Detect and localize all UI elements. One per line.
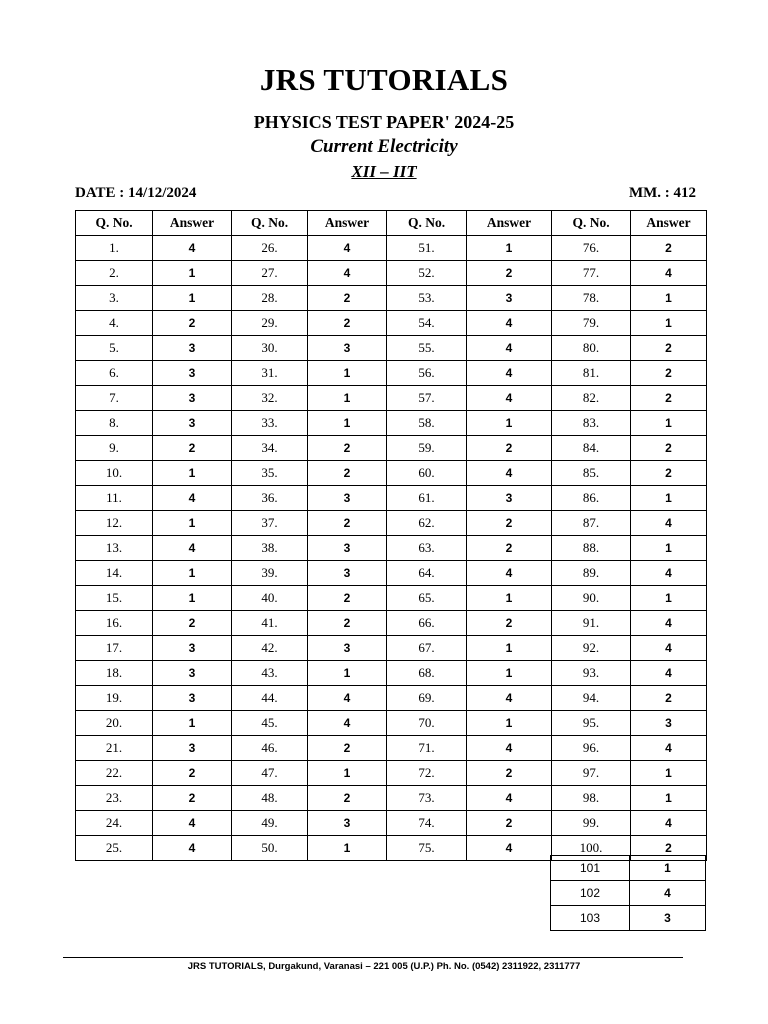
question-number-cell: 49. (232, 811, 308, 836)
question-number-cell: 20. (76, 711, 153, 736)
question-number-cell: 91. (552, 611, 631, 636)
question-number-cell: 19. (76, 686, 153, 711)
column-header: Q. No. (76, 211, 153, 236)
question-number-cell: 62. (387, 511, 467, 536)
column-header: Q. No. (387, 211, 467, 236)
answer-cell: 4 (467, 836, 552, 861)
answer-cell: 3 (153, 386, 232, 411)
question-number-cell: 47. (232, 761, 308, 786)
answer-cell: 4 (308, 686, 387, 711)
question-number-cell: 16. (76, 611, 153, 636)
question-number-cell: 70. (387, 711, 467, 736)
answer-cell: 2 (308, 611, 387, 636)
column-header: Q. No. (232, 211, 308, 236)
question-number-cell: 74. (387, 811, 467, 836)
question-number-cell: 103 (551, 906, 630, 931)
answer-cell: 1 (308, 411, 387, 436)
column-header: Answer (631, 211, 707, 236)
question-number-cell: 24. (76, 811, 153, 836)
question-number-cell: 65. (387, 586, 467, 611)
question-number-cell: 78. (552, 286, 631, 311)
column-header: Answer (153, 211, 232, 236)
question-number-cell: 7. (76, 386, 153, 411)
answer-cell: 4 (308, 261, 387, 286)
answer-cell: 1 (467, 661, 552, 686)
answer-cell: 2 (467, 761, 552, 786)
answer-cell: 3 (631, 711, 707, 736)
question-number-cell: 85. (552, 461, 631, 486)
table-row (551, 856, 706, 881)
table-row (76, 761, 707, 786)
answer-cell: 1 (153, 286, 232, 311)
table-row (76, 336, 707, 361)
question-number-cell: 32. (232, 386, 308, 411)
answer-cell: 2 (308, 511, 387, 536)
answer-cell: 2 (153, 311, 232, 336)
table-row (76, 286, 707, 311)
table-row (76, 586, 707, 611)
answer-cell: 4 (467, 461, 552, 486)
answer-cell: 4 (631, 561, 707, 586)
answer-cell: 1 (153, 511, 232, 536)
question-number-cell: 76. (552, 236, 631, 261)
answer-cell: 3 (308, 486, 387, 511)
answer-cell: 3 (153, 661, 232, 686)
table-row (76, 661, 707, 686)
answer-cell: 1 (308, 661, 387, 686)
answer-cell: 2 (467, 611, 552, 636)
question-number-cell: 38. (232, 536, 308, 561)
question-number-cell: 63. (387, 536, 467, 561)
max-marks: MM. : 412 (628, 185, 696, 201)
answer-cell: 3 (153, 361, 232, 386)
answer-cell: 4 (631, 611, 707, 636)
answer-cell: 4 (467, 686, 552, 711)
answer-cell: 1 (630, 856, 706, 881)
class-line (0, 162, 768, 182)
answer-cell: 3 (467, 486, 552, 511)
paper-subtitle: PHYSICS TEST PAPER' 2024-25 (253, 112, 515, 132)
question-number-cell: 48. (232, 786, 308, 811)
question-number-cell: 14. (76, 561, 153, 586)
question-number-cell: 99. (552, 811, 631, 836)
answer-cell: 4 (631, 511, 707, 536)
question-number-cell: 90. (552, 586, 631, 611)
answer-cell: 4 (630, 881, 706, 906)
table-row (76, 261, 707, 286)
answer-cell: 4 (631, 261, 707, 286)
answer-cell: 3 (467, 286, 552, 311)
question-number-cell: 44. (232, 686, 308, 711)
table-row (76, 461, 707, 486)
question-number-cell: 1. (76, 236, 153, 261)
question-number-cell: 73. (387, 786, 467, 811)
answer-cell: 4 (153, 536, 232, 561)
answer-cell: 2 (153, 436, 232, 461)
column-header: Q. No. (552, 211, 631, 236)
question-number-cell: 56. (387, 361, 467, 386)
question-number-cell: 33. (232, 411, 308, 436)
question-number-cell: 79. (552, 311, 631, 336)
table-row (76, 361, 707, 386)
answer-cell: 4 (631, 661, 707, 686)
answer-cell: 4 (153, 811, 232, 836)
answer-cell: 2 (308, 311, 387, 336)
answer-cell: 1 (631, 411, 707, 436)
answer-cell: 2 (631, 336, 707, 361)
question-number-cell: 66. (387, 611, 467, 636)
table-row (76, 436, 707, 461)
question-number-cell: 83. (552, 411, 631, 436)
footer-divider (63, 957, 683, 958)
answer-cell: 4 (308, 236, 387, 261)
question-number-cell: 89. (552, 561, 631, 586)
answer-cell: 4 (467, 786, 552, 811)
question-number-cell: 3. (76, 286, 153, 311)
answer-cell: 2 (308, 786, 387, 811)
table-row (76, 511, 707, 536)
question-number-cell: 50. (232, 836, 308, 861)
question-number-cell: 8. (76, 411, 153, 436)
question-number-cell: 52. (387, 261, 467, 286)
column-header: Answer (467, 211, 552, 236)
question-number-cell: 11. (76, 486, 153, 511)
question-number-cell: 88. (552, 536, 631, 561)
answer-cell: 1 (631, 486, 707, 511)
table-row (76, 386, 707, 411)
question-number-cell: 102 (551, 881, 630, 906)
question-number-cell: 57. (387, 386, 467, 411)
answer-cell: 4 (631, 636, 707, 661)
answer-cell: 1 (308, 386, 387, 411)
answer-cell: 1 (467, 586, 552, 611)
question-number-cell: 5. (76, 336, 153, 361)
answer-cell: 1 (308, 761, 387, 786)
answer-cell: 3 (153, 636, 232, 661)
answer-cell: 4 (153, 236, 232, 261)
question-number-cell: 54. (387, 311, 467, 336)
answer-key-table (75, 210, 707, 861)
answer-cell: 3 (308, 636, 387, 661)
question-number-cell: 25. (76, 836, 153, 861)
answer-cell: 1 (308, 836, 387, 861)
answer-cell: 2 (153, 611, 232, 636)
answer-cell: 2 (631, 386, 707, 411)
answer-cell: 2 (467, 436, 552, 461)
answer-cell: 3 (308, 336, 387, 361)
question-number-cell: 72. (387, 761, 467, 786)
question-number-cell: 95. (552, 711, 631, 736)
answer-cell: 1 (631, 286, 707, 311)
answer-cell: 1 (631, 786, 707, 811)
answer-cell: 1 (153, 561, 232, 586)
question-number-cell: 94. (552, 686, 631, 711)
answer-cell: 1 (631, 586, 707, 611)
question-number-cell: 67. (387, 636, 467, 661)
answer-cell: 3 (153, 336, 232, 361)
answer-cell: 4 (467, 336, 552, 361)
answer-cell: 4 (631, 811, 707, 836)
question-number-cell: 2. (76, 261, 153, 286)
question-number-cell: 42. (232, 636, 308, 661)
table-row (76, 736, 707, 761)
question-number-cell: 68. (387, 661, 467, 686)
topic-title: Current Electricity (310, 136, 458, 157)
question-number-cell: 31. (232, 361, 308, 386)
page-title: JRS TUTORIALS (259, 62, 509, 97)
answer-cell: 1 (153, 261, 232, 286)
answer-cell: 1 (467, 711, 552, 736)
answer-cell: 2 (153, 786, 232, 811)
question-number-cell: 21. (76, 736, 153, 761)
answer-cell: 3 (308, 536, 387, 561)
answer-cell: 1 (631, 311, 707, 336)
question-number-cell: 9. (76, 436, 153, 461)
question-number-cell: 6. (76, 361, 153, 386)
answer-cell: 4 (467, 361, 552, 386)
extra-answer-table (550, 855, 706, 931)
question-number-cell: 60. (387, 461, 467, 486)
question-number-cell: 23. (76, 786, 153, 811)
answer-cell: 3 (153, 686, 232, 711)
answer-cell: 2 (631, 686, 707, 711)
question-number-cell: 36. (232, 486, 308, 511)
question-number-cell: 15. (76, 586, 153, 611)
table-row (76, 561, 707, 586)
question-number-cell: 92. (552, 636, 631, 661)
answer-cell: 1 (467, 636, 552, 661)
question-number-cell: 61. (387, 486, 467, 511)
table-row (76, 711, 707, 736)
question-number-cell: 46. (232, 736, 308, 761)
answer-cell: 2 (631, 236, 707, 261)
column-header: Answer (308, 211, 387, 236)
answer-cell: 1 (631, 761, 707, 786)
answer-cell: 4 (467, 561, 552, 586)
answer-cell: 2 (631, 436, 707, 461)
question-number-cell: 40. (232, 586, 308, 611)
question-number-cell: 28. (232, 286, 308, 311)
question-number-cell: 13. (76, 536, 153, 561)
table-row (76, 486, 707, 511)
exam-date: DATE : 14/12/2024 (75, 185, 197, 201)
answer-cell: 3 (630, 906, 706, 931)
question-number-cell: 37. (232, 511, 308, 536)
class-name: XII – IIT (351, 162, 417, 181)
table-row (76, 611, 707, 636)
answer-cell: 4 (631, 736, 707, 761)
question-number-cell: 80. (552, 336, 631, 361)
question-number-cell: 4. (76, 311, 153, 336)
answer-cell: 1 (153, 586, 232, 611)
question-number-cell: 75. (387, 836, 467, 861)
answer-cell: 2 (308, 736, 387, 761)
table-row (76, 411, 707, 436)
question-number-cell: 10. (76, 461, 153, 486)
question-number-cell: 58. (387, 411, 467, 436)
answer-cell: 3 (308, 811, 387, 836)
question-number-cell: 22. (76, 761, 153, 786)
question-number-cell: 100. (552, 836, 631, 861)
table-header-row (76, 211, 707, 236)
question-number-cell: 26. (232, 236, 308, 261)
table-row (551, 906, 706, 931)
question-number-cell: 30. (232, 336, 308, 361)
answer-cell: 4 (467, 736, 552, 761)
answer-cell: 2 (467, 811, 552, 836)
question-number-cell: 101 (551, 856, 630, 881)
table-row (76, 686, 707, 711)
question-number-cell: 84. (552, 436, 631, 461)
question-number-cell: 86. (552, 486, 631, 511)
question-number-cell: 53. (387, 286, 467, 311)
question-number-cell: 41. (232, 611, 308, 636)
answer-cell: 2 (153, 761, 232, 786)
table-row (551, 881, 706, 906)
question-number-cell: 29. (232, 311, 308, 336)
question-number-cell: 93. (552, 661, 631, 686)
answer-cell: 2 (631, 836, 707, 861)
question-number-cell: 82. (552, 386, 631, 411)
answer-cell: 2 (308, 586, 387, 611)
question-number-cell: 51. (387, 236, 467, 261)
question-number-cell: 64. (387, 561, 467, 586)
question-number-cell: 81. (552, 361, 631, 386)
answer-cell: 4 (308, 711, 387, 736)
table-row (76, 236, 707, 261)
answer-cell: 4 (153, 486, 232, 511)
question-number-cell: 45. (232, 711, 308, 736)
answer-cell: 2 (631, 461, 707, 486)
question-number-cell: 43. (232, 661, 308, 686)
table-row (76, 536, 707, 561)
question-number-cell: 98. (552, 786, 631, 811)
answer-cell: 2 (467, 261, 552, 286)
answer-cell: 2 (308, 286, 387, 311)
question-number-cell: 97. (552, 761, 631, 786)
question-number-cell: 96. (552, 736, 631, 761)
answer-cell: 1 (631, 536, 707, 561)
answer-cell: 1 (308, 361, 387, 386)
answer-cell: 3 (153, 411, 232, 436)
question-number-cell: 34. (232, 436, 308, 461)
table-row (76, 786, 707, 811)
question-number-cell: 59. (387, 436, 467, 461)
answer-cell: 3 (308, 561, 387, 586)
answer-cell: 1 (467, 411, 552, 436)
question-number-cell: 27. (232, 261, 308, 286)
answer-cell: 2 (308, 436, 387, 461)
question-number-cell: 18. (76, 661, 153, 686)
question-number-cell: 35. (232, 461, 308, 486)
question-number-cell: 39. (232, 561, 308, 586)
question-number-cell: 71. (387, 736, 467, 761)
answer-cell: 4 (153, 836, 232, 861)
answer-cell: 2 (467, 511, 552, 536)
footer-address: JRS TUTORIALS, Durgakund, Varanasi – 221 005 (U.P.) Ph. No. (0542) 2311922, 2311777 (187, 961, 581, 972)
answer-cell: 3 (153, 736, 232, 761)
question-number-cell: 69. (387, 686, 467, 711)
answer-cell: 2 (467, 536, 552, 561)
table-row (76, 811, 707, 836)
answer-cell: 1 (153, 711, 232, 736)
question-number-cell: 55. (387, 336, 467, 361)
question-number-cell: 77. (552, 261, 631, 286)
question-number-cell: 87. (552, 511, 631, 536)
answer-cell: 1 (153, 461, 232, 486)
question-number-cell: 12. (76, 511, 153, 536)
answer-cell: 1 (467, 236, 552, 261)
answer-cell: 4 (467, 386, 552, 411)
question-number-cell: 17. (76, 636, 153, 661)
answer-cell: 4 (467, 311, 552, 336)
answer-cell: 2 (631, 361, 707, 386)
answer-cell: 2 (308, 461, 387, 486)
table-row (76, 311, 707, 336)
table-row (76, 636, 707, 661)
